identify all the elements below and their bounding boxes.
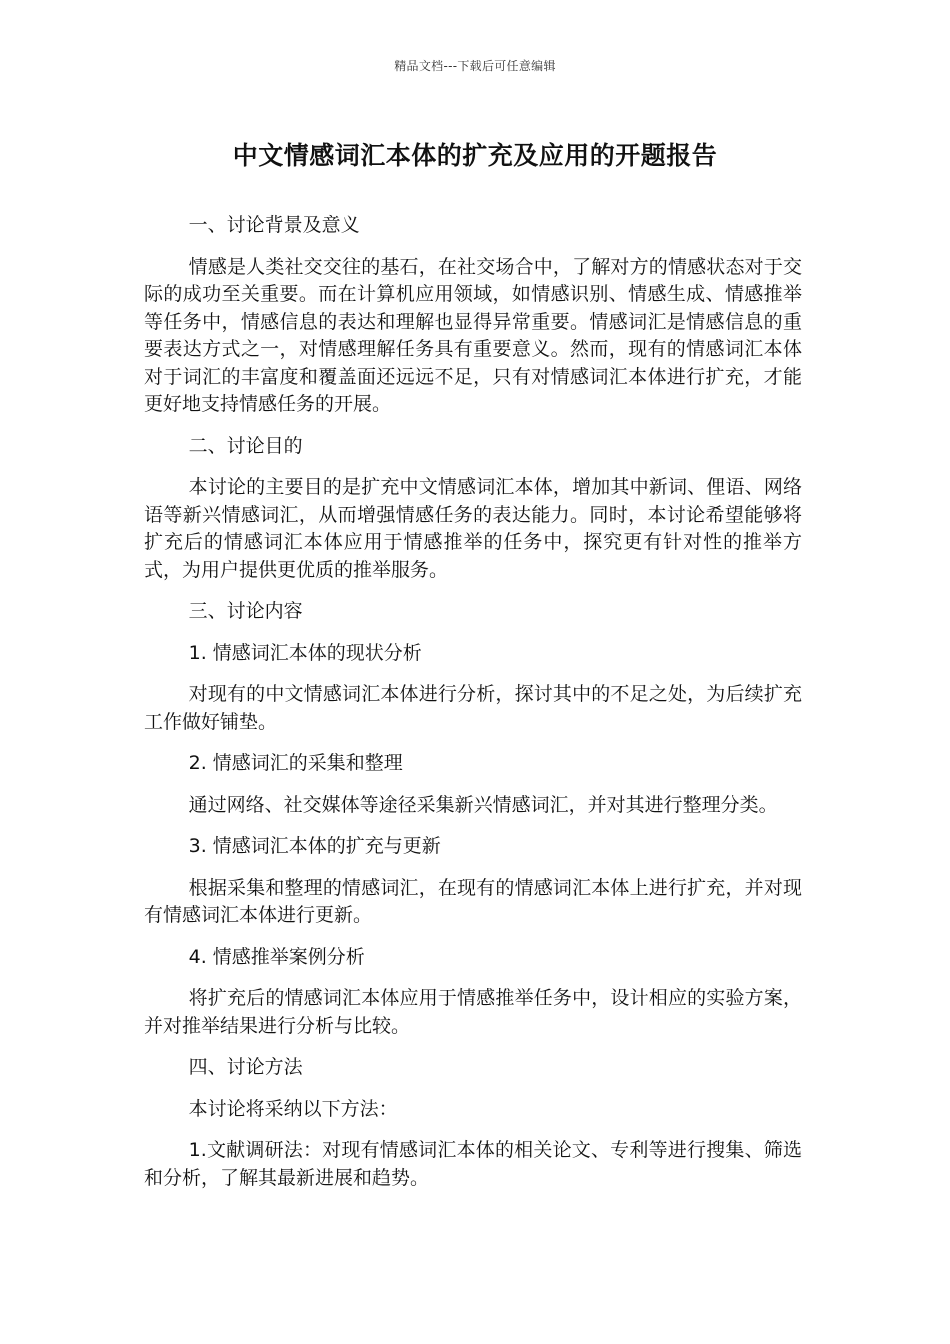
paragraph: 情感是人类社交交往的基石，在社交场合中，了解对方的情感状态对于交际的成功至关重要。而在计算机应用领域，如情感识别、情感生成、情感推举等任务中，情感信息的表达和理解也显得异常重要。情感词汇是情感信息的重要表达方式之一，对情感理解任务具有重要意义。然而，现有的情感词汇本体对于词汇的丰富度和覆盖面还远远不足，只有对情感词汇本体进行扩充，才能更好地支持情感任务的开展。 [144, 255, 802, 415]
section-heading: 一、讨论背景及意义 [188, 214, 360, 236]
paragraph: 1.文献调研法：对现有情感词汇本体的相关论文、专利等进行搜集、筛选和分析，了解其最新进展和趋势。 [144, 1139, 802, 1189]
subsection-heading: 4. 情感推举案例分析 [188, 945, 365, 968]
subsection-heading: 3. 情感词汇本体的扩充与更新 [188, 835, 441, 857]
paragraph: 通过网络、社交媒体等途径采集新兴情感词汇，并对其进行整理分类。 [188, 793, 778, 816]
document-title: 中文情感词汇本体的扩充及应用的开题报告 [232, 141, 718, 170]
section-heading: 二、讨论目的 [188, 434, 303, 457]
subsection-heading: 2. 情感词汇的采集和整理 [188, 752, 403, 774]
subsection-heading: 1. 情感词汇本体的现状分析 [188, 641, 422, 664]
section-heading: 三、讨论内容 [188, 600, 303, 622]
paragraph: 将扩充后的情感词汇本体应用于情感推举任务中，设计相应的实验方案，并对推举结果进行分析与比较。 [144, 987, 802, 1037]
header-note: 精品文档---下载后可任意编辑 [394, 59, 556, 73]
paragraph: 对现有的中文情感词汇本体进行分析，探讨其中的不足之处，为后续扩充工作做好铺垫。 [144, 683, 802, 733]
paragraph: 本讨论的主要目的是扩充中文情感词汇本体，增加其中新词、俚语、网络语等新兴情感词汇，从而增强情感任务的表达能力。同时，本讨论希望能够将扩充后的情感词汇本体应用于情感推举的任务中，探究更有针对性的推举方式，为用户提供更优质的推举服务。 [144, 476, 802, 581]
section-heading: 四、讨论方法 [188, 1056, 303, 1078]
paragraph: 根据采集和整理的情感词汇，在现有的情感词汇本体上进行扩充，并对现有情感词汇本体进行更新。 [144, 876, 802, 926]
paragraph: 本讨论将采纳以下方法： [188, 1097, 398, 1120]
document-body [144, 212, 802, 1206]
